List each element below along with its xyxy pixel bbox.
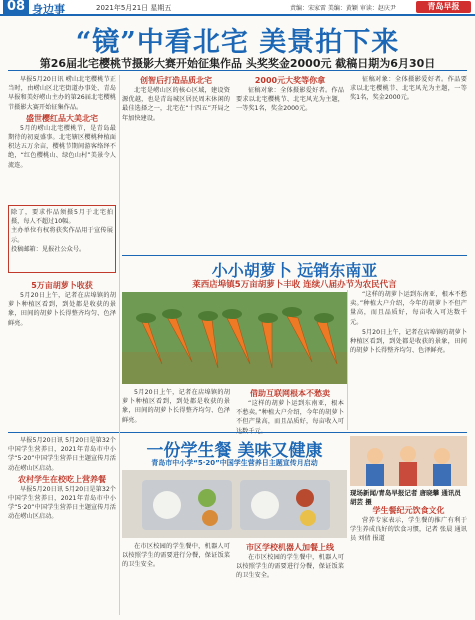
feature-para-4: 征稿对象：全体摄影爱好者。作品要求以北宅樱桃节、北宅风光为主题，一等奖1名，奖金2000元。 [236, 87, 344, 113]
contest-rules-box [8, 205, 116, 273]
divider [8, 70, 467, 71]
divider [8, 432, 467, 433]
feature-para-1: 早报5月20日讯 崂山北宅樱桃节正当时，由崂山区北宅街道办事处、青岛早报和美好崂山主办的第26届北宅樱桃节摄影大赛开始征集作品。 [8, 76, 116, 111]
feature-subhead-3: 2000元大奖等你拿 [254, 76, 326, 85]
carrot-column-right [350, 290, 467, 420]
rules-line-2: 主办单位有权将获奖作品用于宣传展示。 [11, 227, 113, 244]
carrot-photo [122, 292, 347, 384]
carrot-headline: 小小胡萝卜 远销东南亚 [211, 261, 378, 280]
carrot-column-mid-1 [122, 388, 230, 430]
feature-headline: “镜”中看北宅 美景拍下来 [75, 27, 400, 58]
feature-column-2 [122, 75, 230, 245]
column-rule [119, 75, 120, 615]
feature-para-3: 北宅是崂山区的核心区域，建设资源优越，也是青岛城区居民周末休闲的最佳选择之一，北宅在“十四五”开局之年加快建设。 [122, 87, 230, 122]
page-number: 08 [3, 0, 29, 14]
feature-subhead-2: 创智后打造品质北宅 [140, 76, 212, 85]
carrot-column-mid-2 [236, 388, 344, 430]
issue-date: 2021年5月21日 星期五 [96, 4, 172, 12]
health-column-left [8, 436, 116, 614]
editor-credits: 责编：宋家雷 美编：黄颖 审读：赵庆尹 [290, 5, 396, 12]
health-para-2b: 在市区校园的学生餐中，机器人可以按照学生的需要进行分餐，保证饭菜的卫生安全。 [236, 554, 344, 580]
carrot-subheadline: 莱西店埠镇5万亩胡萝卜丰收 连续八届办节为农民代言 [192, 280, 397, 290]
carrot-para-1: 5月20日上午，记者在店埠镇的胡萝卜种植区看到，到处都是收获的景象，田间的胡萝卜长得整齐均匀、色泽鲜亮。 [8, 292, 116, 327]
carrot-para-2b: “这样的胡萝卜运到东南亚，根本不愁卖。”种植大户介绍，今年的胡萝卜不但产量高，而且品质好，每亩收入可 [236, 400, 344, 426]
health-subhead-2: 市区学校机器人加餐上线 [246, 543, 334, 552]
rules-line-3: 投稿邮箱：见报社公众号。 [11, 245, 86, 253]
carrot-column-left [8, 280, 116, 430]
photo-caption: 现场新闻/青岛早报记者 唐晓攀 通讯员 胡芸 摄 [350, 489, 461, 506]
feature-para-2: 5月的崂山北宅樱桃节，是青岛最期待的初夏盛事。北宅辖区樱桃种植面积达五万余亩，樱桃节期间游客络绎不绝，“红色樱桃山、绿色山村”美景令人流连。 [8, 124, 116, 169]
carrot-subhead-1: 5万亩胡萝卜收获 [31, 281, 93, 290]
health-para-1: 早报5月20日讯 5月20日是第32个中国学生营养日，2021年青岛市中小学“5·20”中国学生营养日主题宣传月活动在崂山区启动。 [8, 437, 116, 472]
feature-subhead-1: 盛世樱红品大美北宅 [26, 113, 98, 123]
section-title: 身边事 [32, 3, 65, 16]
feature-column-1 [8, 75, 116, 203]
health-subhead-3: 学生餐纪元饮食文化 [372, 506, 445, 515]
divider [122, 255, 467, 256]
carrot-para-2: “这样的胡萝卜运到东南亚，根本不愁卖。”种植大户介绍，今年的胡萝卜不但产量高，而且品质好，每亩收入可达数千元。 [350, 291, 467, 326]
rules-line-1: 除了，要求作品须摄5月于北宅拍摄，每人不超过10幅。 [11, 209, 113, 226]
health-column-mid-1 [122, 542, 230, 614]
masthead-bar [0, 0, 475, 16]
health-para-3: 营养专家表示，学生餐的推广有利于学生养成良好的饮食习惯，记者 张晨 通讯员 刘倩 报道 [350, 517, 467, 543]
children-photo [350, 436, 467, 486]
health-para-2: 在市区校园的学生餐中，机器人可以按照学生的需要进行分餐，保证饭菜的卫生安全。 [122, 543, 230, 569]
health-headline: 一份学生餐 美味又健康 [146, 441, 323, 461]
feature-para-4b: 征稿对象：全体摄影爱好者。作品要求以北宅樱桃节、北宅风光为主题，一等奖1名，奖金2000元。 [350, 76, 467, 102]
feature-column-4 [350, 75, 467, 245]
health-subheadline: 青岛市中小学“5·20”中国学生营养日主题宣传月启动 [151, 459, 318, 467]
health-para-1b: 早报5月20日讯 5月20日是第32个中国学生营养日，2021年青岛市中小学“5·20”中国学生营养日主题宣传月活动在崂山区启动。 [8, 485, 116, 521]
carrot-para-1b: 5月20日上午，记者在店埠镇的胡萝卜种植区看到，到处都是收获的景象，田间的胡萝卜长得整齐均匀、色泽鲜亮。 [350, 328, 467, 355]
health-column-mid-2 [236, 542, 344, 614]
carrot-para-1c: 5月20日上午，记者在店埠镇的胡萝卜种植区看到，到处都是收获的景象，田间的胡萝卜长得整齐均匀、色泽鲜亮。 [122, 389, 230, 424]
health-subhead-1: 农村学生在校吃上营养餐 [18, 474, 106, 484]
student-meal-photo [122, 470, 347, 538]
feature-column-3 [236, 75, 344, 245]
column-rule [347, 290, 348, 430]
health-column-right [350, 505, 467, 615]
carrot-subhead-2: 借助互联网根本不愁卖 [250, 389, 330, 398]
newspaper-logo: 青岛早报 [416, 1, 471, 13]
feature-subheadline: 第26届北宅樱桃节摄影大赛开始征集作品 头奖奖金2000元 截稿日期为6月30日 [39, 57, 436, 70]
